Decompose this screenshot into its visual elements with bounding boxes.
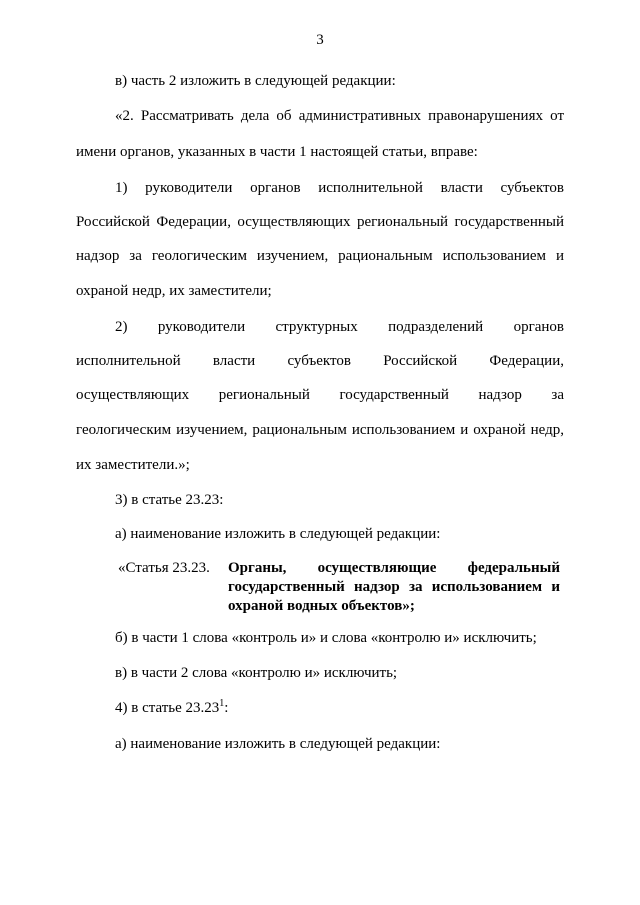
paragraph-line: имени органов, указанных в части 1 настоящей статьи, вправе: — [76, 144, 478, 160]
paragraph-line: б) в части 1 слова «контроль и» и слова «контролю и» исключить; — [115, 630, 537, 646]
paragraph-line: 1) руководители органов исполнительной власти субъектов — [115, 180, 564, 196]
paragraph-line: геологическим изучением, рациональным использованием и охраной недр, — [76, 422, 564, 438]
paragraph-line: «2. Рассматривать дела об административных правонарушениях от — [115, 108, 564, 124]
paragraph-line: исполнительной власти субъектов Российской Федерации, — [76, 353, 564, 369]
paragraph-line: надзор за геологическим изучением, рациональным использованием и — [76, 248, 564, 264]
paragraph-line: а) наименование изложить в следующей редакции: — [115, 736, 441, 752]
paragraph-line — [115, 699, 564, 717]
article-title: Органы, осуществляющие федеральный государственный надзор за использованием и охраной водных объектов»; — [228, 560, 560, 614]
paragraph-line: 2) руководители структурных подразделений органов — [115, 319, 564, 335]
paragraph-line: осуществляющих региональный государственный надзор за — [76, 387, 564, 403]
article-label: «Статья 23.23. — [118, 560, 210, 576]
superscript: 1 — [219, 698, 225, 709]
line-text: 4) в статье 23.23 — [115, 700, 220, 716]
paragraph-line: Российской Федерации, осуществляющих региональный государственный — [76, 214, 564, 230]
paragraph-line: а) наименование изложить в следующей редакции: — [115, 526, 441, 542]
paragraph-line: 3) в статье 23.23: — [115, 492, 224, 508]
page-number: 3 — [316, 32, 324, 48]
paragraph-line: охраной недр, их заместители; — [76, 283, 272, 299]
paragraph-line: в) часть 2 изложить в следующей редакции: — [115, 73, 396, 89]
line-tail: : — [224, 700, 229, 716]
paragraph-line: в) в части 2 слова «контролю и» исключить; — [115, 665, 398, 681]
paragraph-line: их заместители.»; — [76, 457, 190, 473]
